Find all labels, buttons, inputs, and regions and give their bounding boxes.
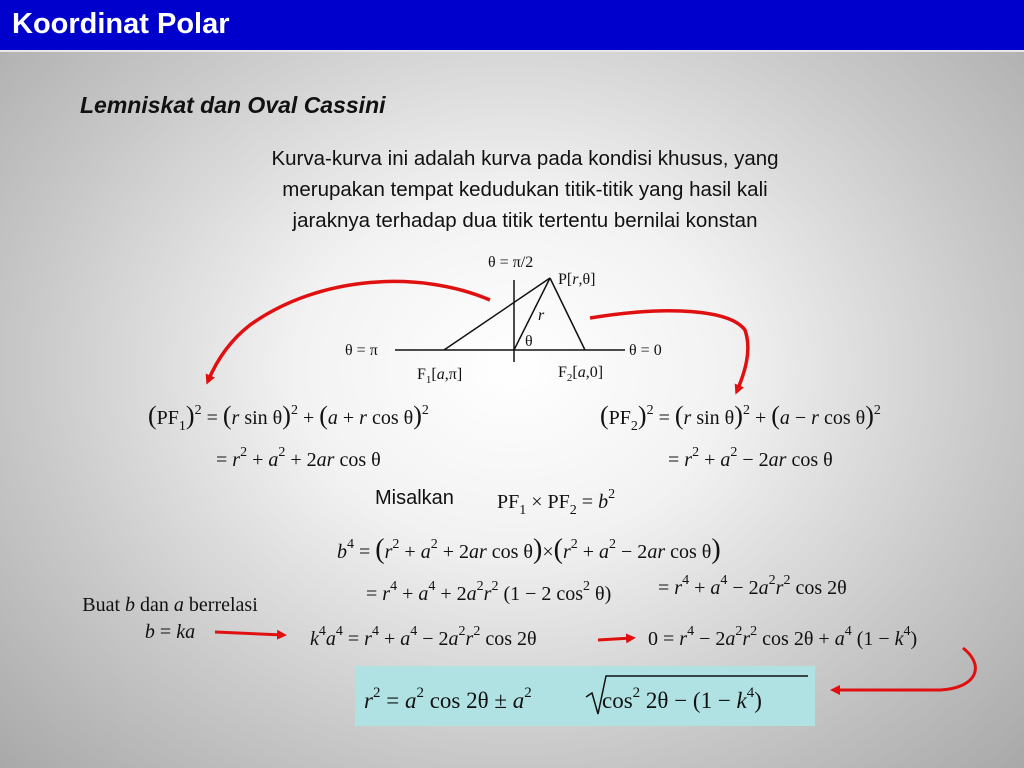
polar-diagram (345, 254, 662, 386)
section-subtitle: Lemniskat dan Oval Cassini (80, 92, 386, 118)
arrow-to-result (834, 648, 975, 690)
pf2-equation (600, 401, 881, 471)
pf1-equation (148, 401, 429, 471)
point-p-label: P[r,θ] (558, 271, 596, 288)
zero-equation: $0 = r^4 - 2a^2r^2$ $\cos 2\theta + a^4$ $(1 - k^4)$ (648, 624, 918, 650)
intro-line-1: Kurva-kurva ini adalah kurva pada kondisi khusus, yang (271, 147, 779, 170)
theta-label: θ (525, 333, 533, 350)
misalkan-label: Misalkan (375, 487, 454, 509)
b4-line-3: = $r^4 + a^4 - 2a^2r^2$ cos 2θ (658, 573, 847, 599)
arrow-to-pf2 (590, 311, 748, 391)
right-axis-label: θ = 0 (629, 342, 662, 359)
f1-label: $F_1[a,\pi]$ (417, 366, 463, 386)
side-note-line-2: b = ka (144, 621, 196, 643)
b4-line-1: $b^4 = (r^2 + a^2 + 2ar$ $\cos \theta)\times(r^2 + a^2 - 2ar$ cos θ) (337, 534, 721, 565)
b4-line-2: = $r^4 + a^4 + 2a^2r^2$ (1 − 2 $\cos^2 \theta$) (366, 579, 612, 605)
b4-derivation (337, 534, 847, 605)
arrow-k-to-zero (598, 638, 632, 640)
f2-to-p-line (550, 278, 585, 350)
pf2-line-2: = $r^2 + a^2 - 2ar$ cos θ (668, 445, 833, 471)
left-axis-label: θ = π (345, 342, 378, 359)
result-equation (364, 676, 808, 714)
pf1-line-2: = $r^2 + a^2 + 2ar$ cos θ (216, 445, 381, 471)
intro-line-3: jaraknya terhadap dua titik tertentu bernilai konstan (292, 209, 758, 232)
f2-label: $F_2[a,0]$ (558, 364, 604, 384)
result-left: $r^2 = a^2$ $\cos 2\theta \pm a^2$ (364, 685, 532, 713)
top-axis-label: θ = π/2 (488, 254, 534, 271)
side-note-line-1: Buat b dan a berrelasi (82, 594, 258, 616)
arrow-side-note (215, 632, 283, 635)
pf1-line-1: $(PF_1)^2 = (r$ sin θ)$^2$ + (a + r cos θ)$^2$ (148, 401, 429, 434)
r-label: r (538, 307, 545, 324)
result-radicand: $\cos^2 2\theta - (1 - k^4)$ (602, 685, 762, 713)
pf2-line-1: $(PF_2)^2 = (r$ sin θ)$^2$ + (a − r cos θ)$^2$ (600, 401, 881, 434)
misalkan-equation: $PF_1 \times PF_2 = b^2$ (497, 487, 616, 518)
slide-title: Koordinat Polar (12, 8, 230, 40)
intro-line-2: merupakan tempat kedudukan titik-titik yang hasil kali (282, 178, 768, 201)
k-equation: $k^4a^4 = r^4 + a^4 - 2a^2r^2$ cos 2θ (310, 624, 537, 650)
